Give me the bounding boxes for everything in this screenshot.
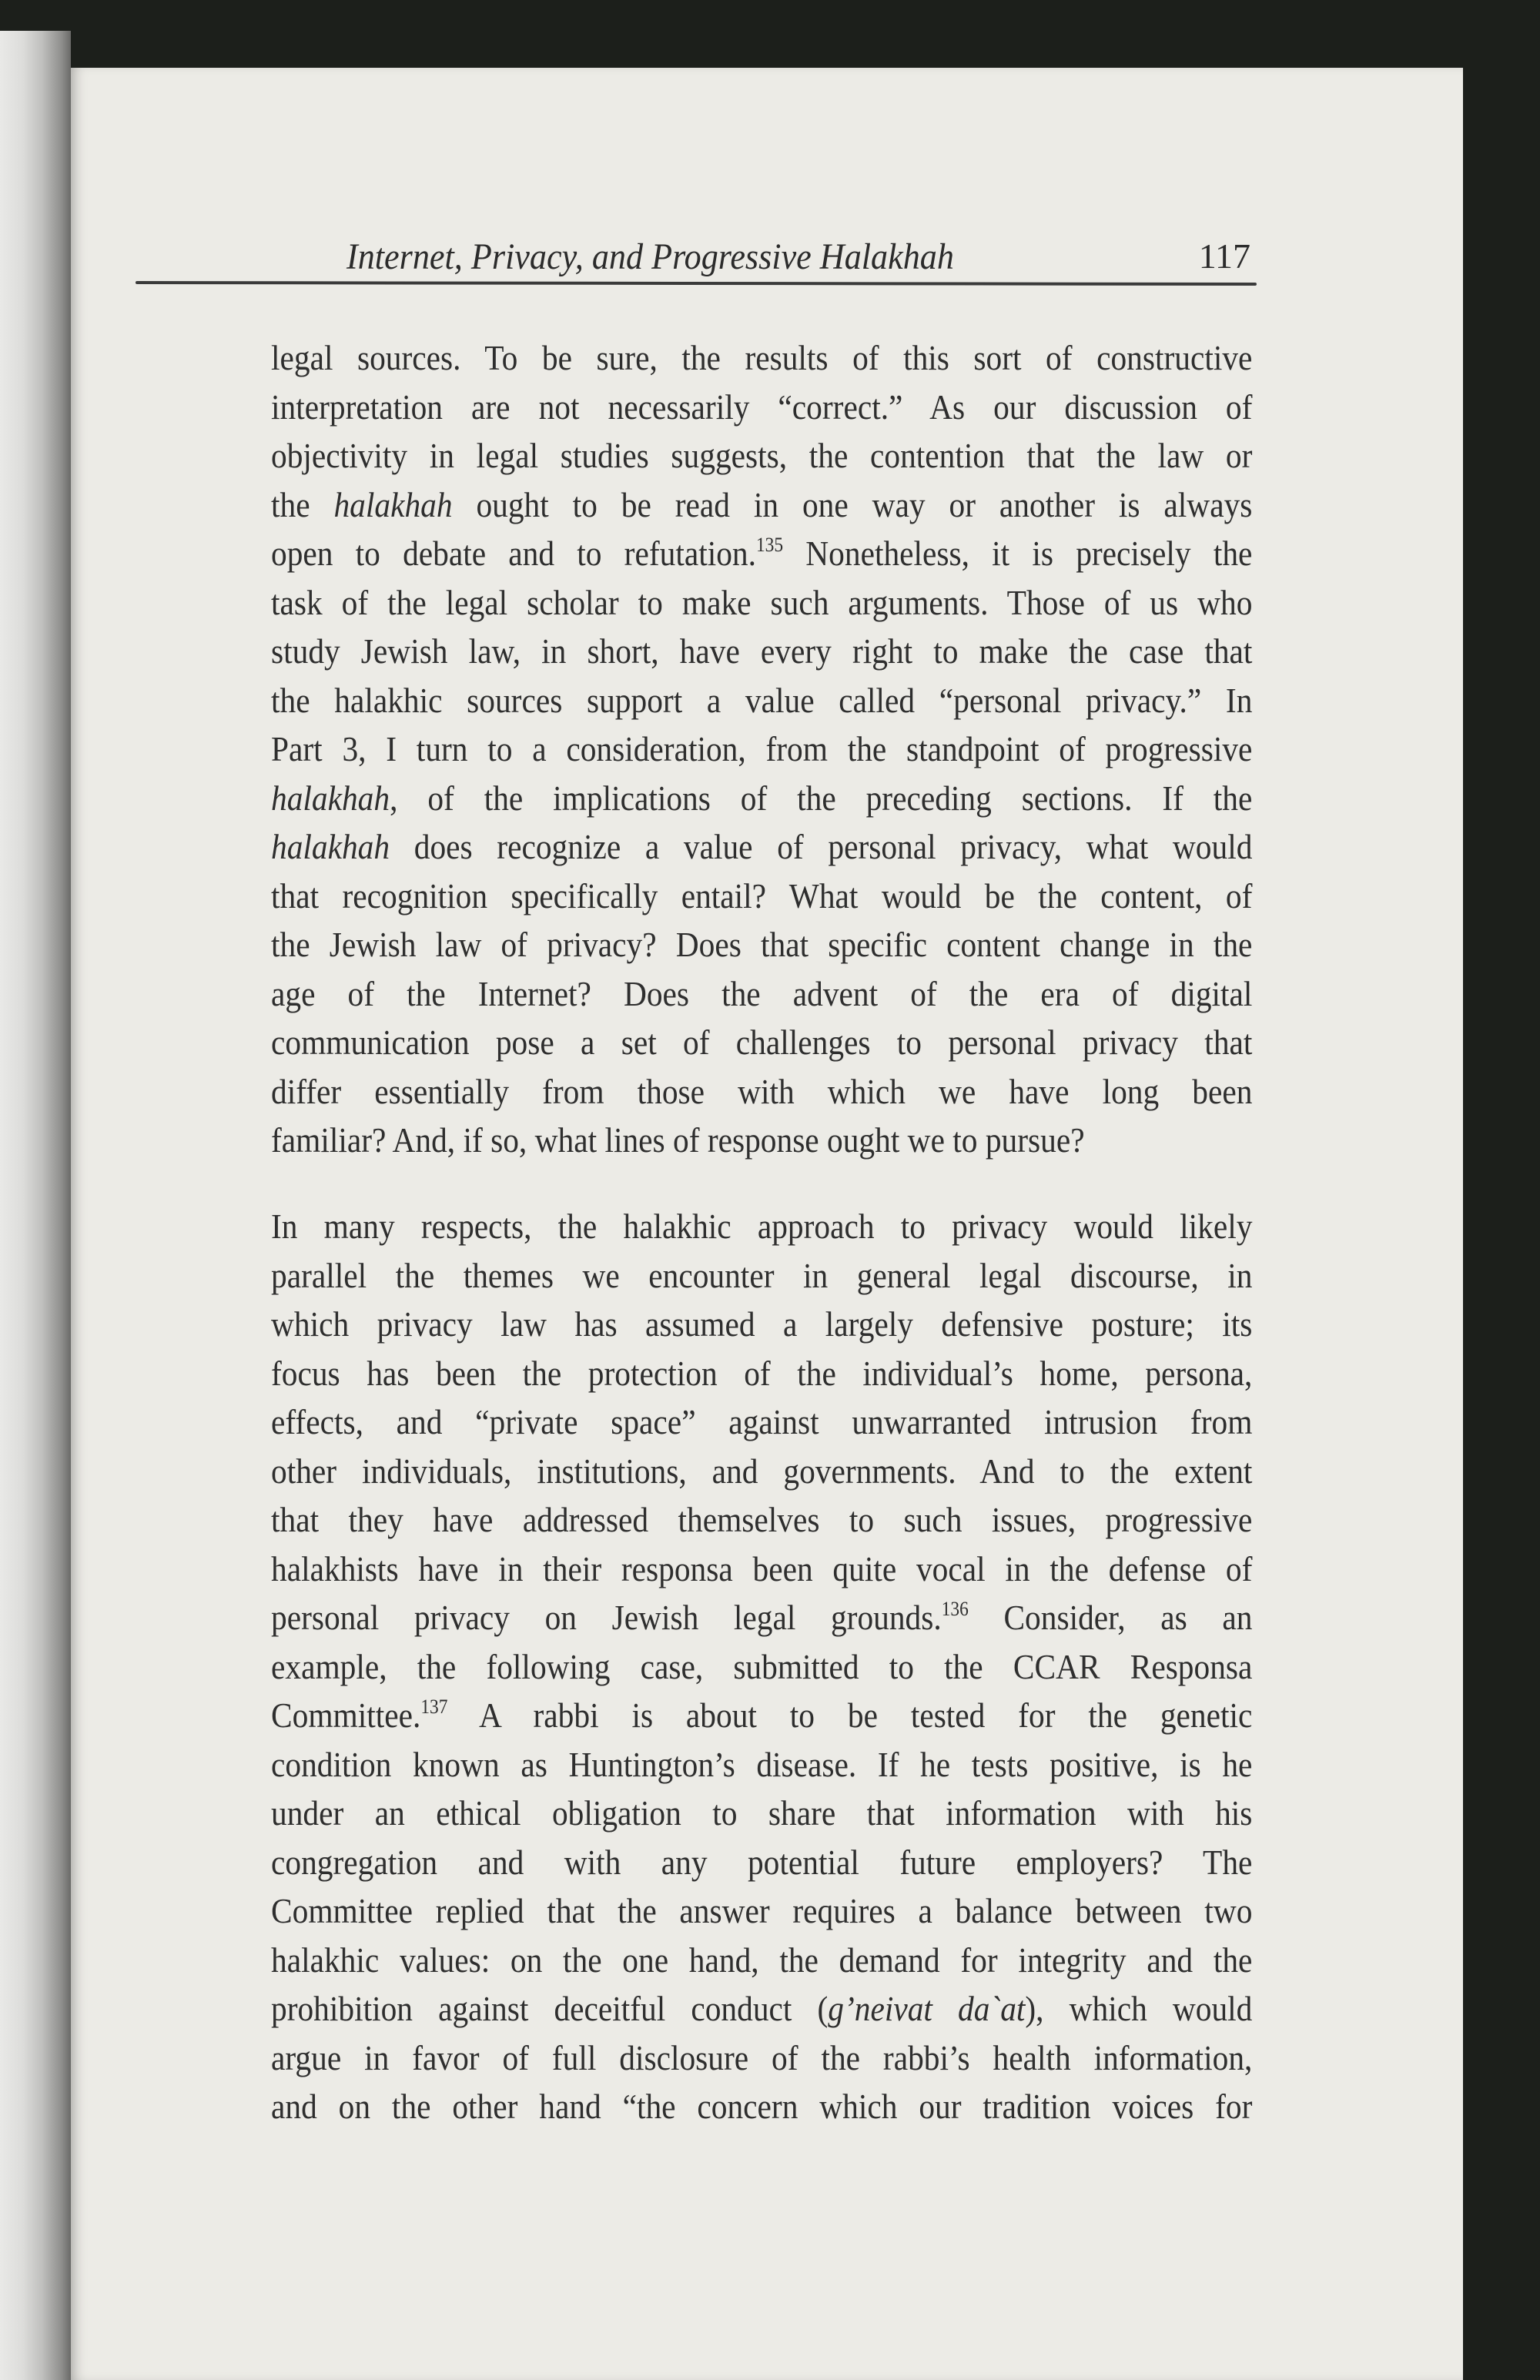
text-run: halakhists have in their responsa been quite vocal in the defense of [271, 1548, 1253, 1588]
text-line [271, 1793, 1252, 1839]
text-run: In many respects, the halakhic approach to privacy would likely [271, 1207, 1253, 1246]
text-run: Consider, as an [968, 1598, 1253, 1637]
text-run: A rabbi is about to be tested for the genetic [447, 1695, 1253, 1735]
text-run: the [271, 484, 334, 524]
text-line [271, 387, 1252, 433]
text-line [271, 1255, 1252, 1301]
text-run: the halakhic sources support a value called “personal privacy.” In [271, 680, 1253, 720]
italic-term: halakhah [333, 484, 453, 524]
text-run: communication pose a set of challenges to personal privacy that [271, 1023, 1253, 1062]
text-run: task of the legal scholar to make such arguments. Those of us who [271, 582, 1253, 622]
text-run: objectivity in legal studies suggests, the contention that the law or [271, 436, 1253, 475]
text-run: prohibition against deceitful conduct ( [271, 1989, 829, 2028]
text-line [271, 778, 1252, 824]
text-line [271, 1988, 1252, 2034]
text-run: focus has been the protection of the individual’s home, persona, [271, 1353, 1253, 1393]
text-line [271, 1842, 1252, 1888]
text-run: study Jewish law, in short, have every right to make the case that [271, 631, 1253, 671]
text-line [271, 826, 1252, 872]
text-run: argue in favor of full disclosure of the rabbi’s health information, [271, 2037, 1253, 2077]
text-line [271, 680, 1252, 726]
italic-term: g’neivat da`at [828, 1989, 1026, 2028]
text-run: example, the following case, submitted to the CCAR Responsa [271, 1646, 1253, 1686]
text-run: halakhic values: on the one hand, the demand for integrity and the [271, 1940, 1253, 1980]
text-line [271, 1597, 1252, 1643]
text-line [271, 1744, 1252, 1790]
footnote-ref: 136 [941, 1598, 969, 1620]
text-line [271, 1499, 1252, 1545]
text-run: differ essentially from those with which we have long been [271, 1071, 1253, 1111]
page-stack-edge [0, 31, 71, 2380]
text-run: parallel the themes we encounter in general legal discourse, in [271, 1255, 1253, 1295]
text-line [271, 875, 1252, 922]
footnote-ref: 135 [755, 534, 784, 556]
text-run: which privacy law has assumed a largely defensive posture; its [271, 1304, 1253, 1344]
text-line [271, 2086, 1252, 2132]
text-line [271, 1304, 1252, 1350]
text-line [271, 1890, 1252, 1936]
text-run: under an ethical obligation to share that information with his [271, 1793, 1253, 1833]
text-line [271, 1646, 1252, 1692]
text-run: and on the other hand “the concern which our tradition voices for [271, 2087, 1253, 2126]
italic-term: halakhah [271, 827, 390, 866]
text-line [271, 2037, 1252, 2084]
text-run: does recognize a value of personal privacy, what would [390, 827, 1253, 866]
running-title: Internet, Privacy, and Progressive Halakhah [346, 236, 954, 277]
text-run: , of the implications of the preceding sections. If the [390, 778, 1253, 818]
text-line [271, 924, 1252, 970]
text-run: other individuals, institutions, and governments. And to the extent [271, 1451, 1253, 1491]
text-line [271, 337, 1252, 383]
text-run: open to debate and to refutation. [271, 534, 756, 573]
page-number: 117 [1198, 236, 1250, 276]
running-header [274, 231, 1255, 286]
text-run: the Jewish law of privacy? Does that specific content change in the [271, 925, 1253, 964]
text-run: Committee. [271, 1695, 421, 1735]
text-run: ought to be read in one way or another is always [452, 484, 1253, 524]
text-run: that they have addressed themselves to such issues, progressive [271, 1500, 1253, 1539]
text-line [271, 435, 1252, 481]
text-run: familiar? And, if so, what lines of response ought we to pursue? [271, 1120, 1085, 1160]
text-line [271, 1695, 1252, 1741]
text-run: congregation and with any potential future employers? The [271, 1842, 1253, 1882]
text-run: age of the Internet? Does the advent of the era of digital [271, 973, 1253, 1013]
text-line [271, 484, 1252, 531]
italic-term: halakhah [271, 778, 390, 818]
text-line [271, 1940, 1252, 1986]
text-line [271, 1120, 1252, 1166]
text-line [271, 1022, 1252, 1068]
text-line [271, 1401, 1252, 1448]
text-line [271, 582, 1252, 628]
text-line [271, 1071, 1252, 1117]
text-run: that recognition specifically entail? What would be the content, of [271, 875, 1253, 916]
text-run: ), which would [1025, 1989, 1253, 2028]
text-line [271, 631, 1252, 677]
footnote-ref: 137 [420, 1695, 448, 1718]
text-line [271, 1206, 1252, 1252]
text-line [271, 1451, 1252, 1497]
text-run: effects, and “private space” against unwarranted intrusion from [271, 1402, 1253, 1441]
text-run: legal sources. To be sure, the results of this sort of constructive [271, 338, 1253, 377]
text-run: interpretation are not necessarily “correct.” As our discussion of [271, 387, 1253, 427]
text-line [271, 1353, 1252, 1399]
text-run: personal privacy on Jewish legal grounds. [271, 1598, 942, 1637]
text-run: condition known as Huntington’s disease. If he tests positive, is he [271, 1744, 1253, 1784]
text-run: Nonetheless, it is precisely the [783, 534, 1253, 573]
text-line [271, 973, 1252, 1019]
text-line [271, 728, 1252, 775]
text-line [271, 1548, 1252, 1595]
text-line [271, 533, 1252, 579]
text-run: Part 3, I turn to a consideration, from the standpoint of progressive [271, 729, 1253, 768]
text-run: Committee replied that the answer requires a balance between two [271, 1891, 1253, 1930]
